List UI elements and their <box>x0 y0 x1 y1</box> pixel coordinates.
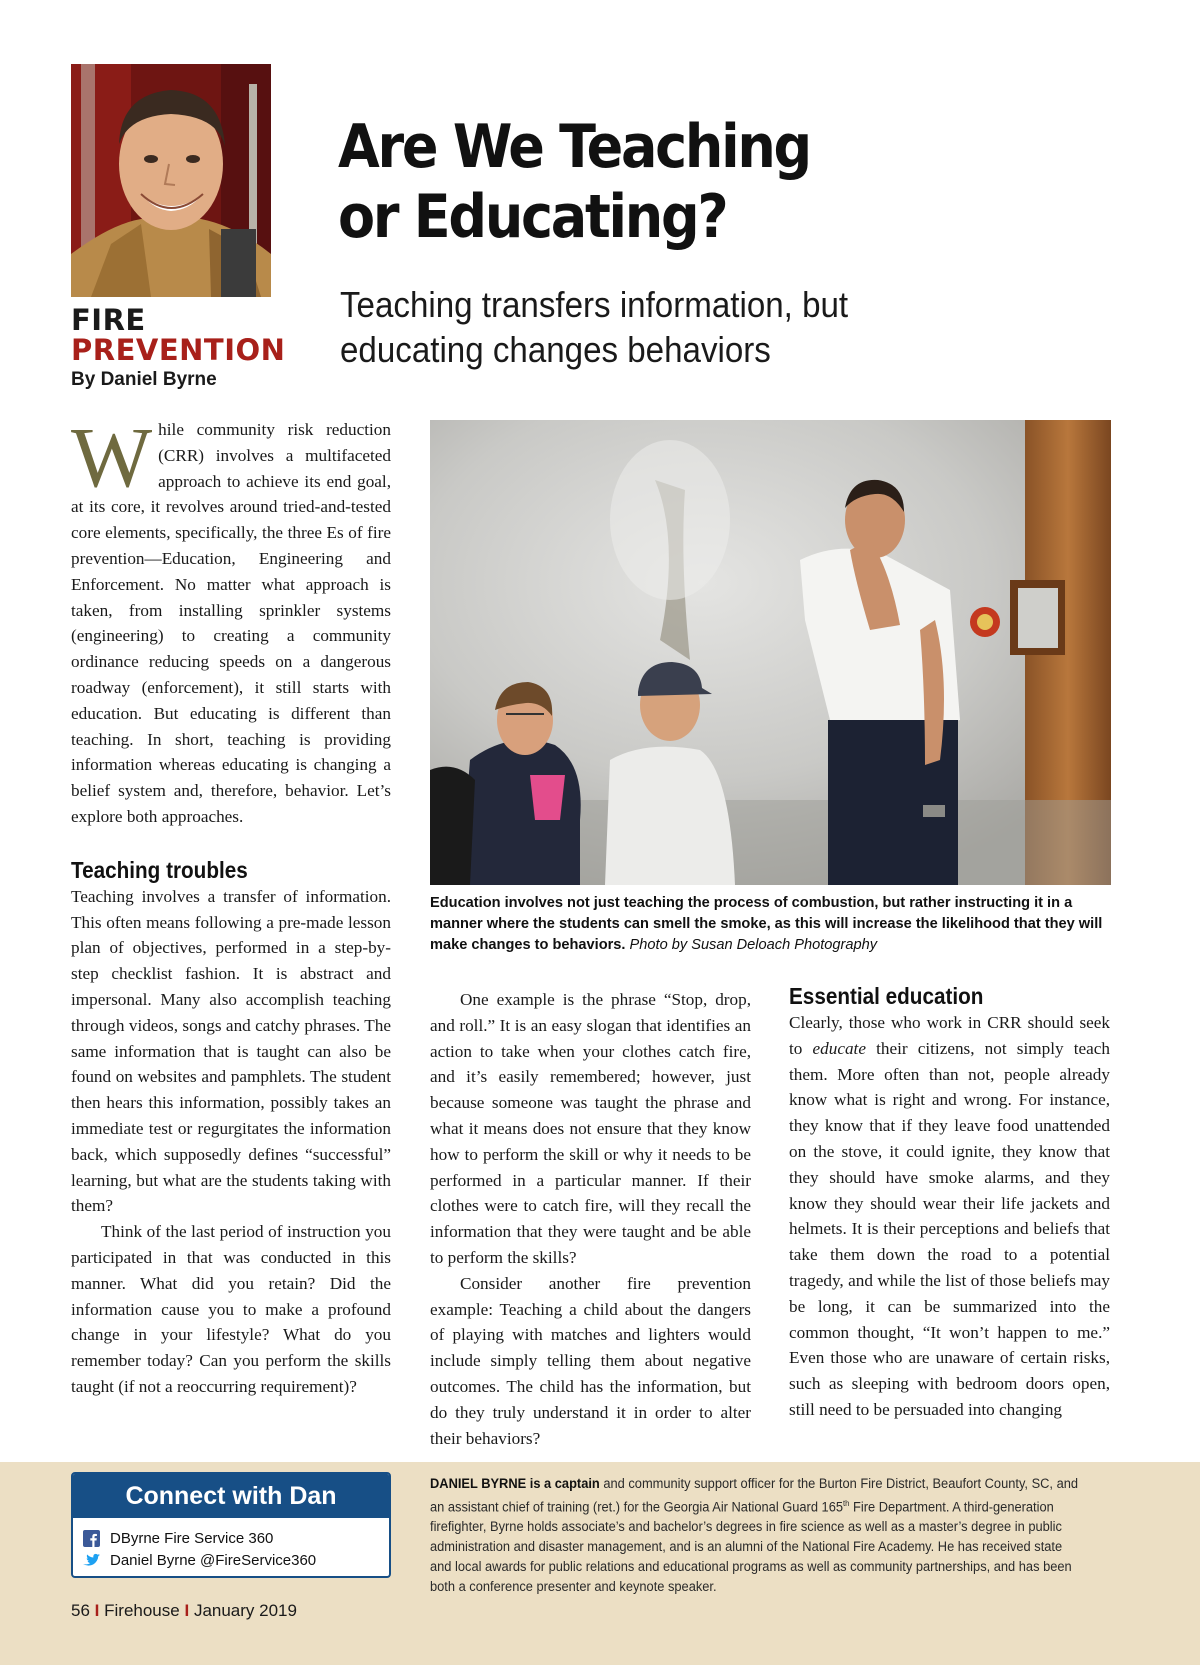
subhead-line1: Teaching transfers information, but <box>340 284 849 325</box>
drop-cap: W <box>71 409 153 505</box>
author-photo <box>71 64 271 297</box>
headline-line2: or Educating? <box>338 182 727 252</box>
photo-caption <box>430 893 1111 956</box>
middle-p1: One example is the phrase “Stop, drop, and roll.” It is an easy slogan that identifies an action to take when your clothes catch fire, and it’s easily remembered; however, just because someone was taught the phrase and what it means does not ensure that they know how to perform the skill or why it needs to be performed in a particular manner. If their clothes were to catch fire, will they recall the information that they were taught and be able to perform the skills? <box>430 990 751 1267</box>
section-label-line1: FIRE <box>71 303 146 337</box>
teaching-troubles-p1: Teaching involves a transfer of information. This often means following a pre-made lesson plan of objectives, performed in a step-by-step checklist fashion. It is abstract and impersonal. Many also accomplish teaching through videos, songs and catchy phrases. The same information that is taught can also be found on websites and pamphlets. The student then hears this information, possibly takes an immediate test or regurgitates the information back, which supposedly defines “successful” learning, but what are the students taking with them? <box>71 886 391 1216</box>
classroom-smoke-photo <box>430 420 1111 885</box>
page-folio <box>71 1601 297 1621</box>
essential-p1 <box>789 1010 1110 1423</box>
photo-credit: Photo by Susan Deloach Photography <box>629 937 877 953</box>
heading-teaching-troubles: Teaching troubles <box>71 856 248 883</box>
essential-p1-rest: their citizens, not simply teach them. More often than not, people already know what is right and wrong. For instance, they know that if they leave food unattended on the stove, it could ignite, they know that they should have smoke alarms, and they know they should wear their life jackets and helmets. It is their perceptions and beliefs that take them down the road to a potential tragedy, and while the list of those beliefs may be long, it can be summarized into the common thought, “It won’t happen to me.” Even those who are unaware of certain risks, such as sleeping with bedroom doors open, still need to be persuaded into changing <box>789 1038 1110 1419</box>
bio-lead: is a captain <box>526 1476 600 1491</box>
facebook-link[interactable] <box>83 1530 273 1547</box>
subhead <box>340 282 910 372</box>
heading-essential-education: Essential education <box>789 983 984 1009</box>
section-label-line2: PREVENTION <box>71 333 286 367</box>
facebook-handle: DByrne Fire Service 360 <box>110 1530 274 1547</box>
article-column-2 <box>430 987 751 1451</box>
issue-date: January 2019 <box>193 1601 297 1620</box>
connect-title: Connect with Dan <box>73 1474 389 1518</box>
article-column-1 <box>71 409 391 1400</box>
subhead-line2: educating changes behaviors <box>340 329 771 370</box>
twitter-link[interactable] <box>83 1552 316 1569</box>
article-column-3 <box>789 982 1110 1423</box>
twitter-icon <box>83 1553 100 1568</box>
essential-p1-start: Clearly, those who work in CRR should seek to <box>789 1013 1110 1058</box>
connect-box <box>71 1472 391 1578</box>
section-label <box>71 305 301 365</box>
folio-separator-1: I <box>94 1601 100 1620</box>
byline: By Daniel Byrne <box>71 369 217 390</box>
bio-text-2: Fire Department. A third-generation firefighter, Byrne holds associate’s and bachelor’s degrees in fire science as well as a master’s degree in public administration and disaster management, and is an alumni of the National Fire Academy. He has received state and local awards for public relations and educational programs as well as community partnerships, and has been both a conference presenter and keynote speaker. <box>430 1499 1072 1595</box>
bio-sup: th <box>843 1499 850 1508</box>
intro-text: hile community risk reduction (CRR) involves a multifaceted approach to achieve its end goal, at its core, it revolves around tried-and-tested core elements, specifically, the three Es of fire prevention—Education, Engineering and Enforcement. No matter what approach is taken, from installing sprinkler systems (engineering) to creating a community ordinance reducing speeds on a dangerous roadway (enforcement), it still starts with education. But educating is different than teaching. In short, teaching is providing information whereas educating is changing a belief system and, therefore, behavior. Let’s explore both approaches. <box>71 420 391 826</box>
facebook-icon <box>83 1530 100 1547</box>
middle-p2: Consider another fire prevention example: Teaching a child about the dangers of playing with matches and lighters would include simply telling them about negative outcomes. The child has the information, but do they truly understand it in order to alter their behaviors? <box>430 1273 751 1448</box>
headline-line1: Are We Teaching <box>338 112 810 182</box>
essential-p1-emphasis: educate <box>812 1038 866 1058</box>
magazine-name: Firehouse <box>104 1601 180 1620</box>
caption-text: Education involves not just teaching the process of combustion, but rather instructing it in a manner where the students can smell the smoke, as this will increase the likelihood that they will make changes to behaviors. <box>430 895 1103 953</box>
headline <box>338 112 914 252</box>
intro-paragraph <box>71 409 391 830</box>
author-bio <box>430 1474 1083 1597</box>
page-number: 56 <box>71 1601 90 1620</box>
folio-separator-2: I <box>184 1601 190 1620</box>
bio-text-1: and community support officer for the Burton Fire District, Beaufort County, SC, and an assistant chief of training (ret.) for the Georgia Air National Guard 165 <box>430 1476 1079 1515</box>
bio-name: DANIEL BYRNE <box>430 1476 527 1491</box>
teaching-troubles-p2: Think of the last period of instruction you participated in that was conducted in this manner. What did you retain? Did the information cause you to make a profound change in your lifestyle? What do you remember today? Can you perform the skills taught (if not a reoccurring requirement)? <box>71 1222 391 1396</box>
twitter-handle: Daniel Byrne @FireService360 <box>110 1552 317 1569</box>
